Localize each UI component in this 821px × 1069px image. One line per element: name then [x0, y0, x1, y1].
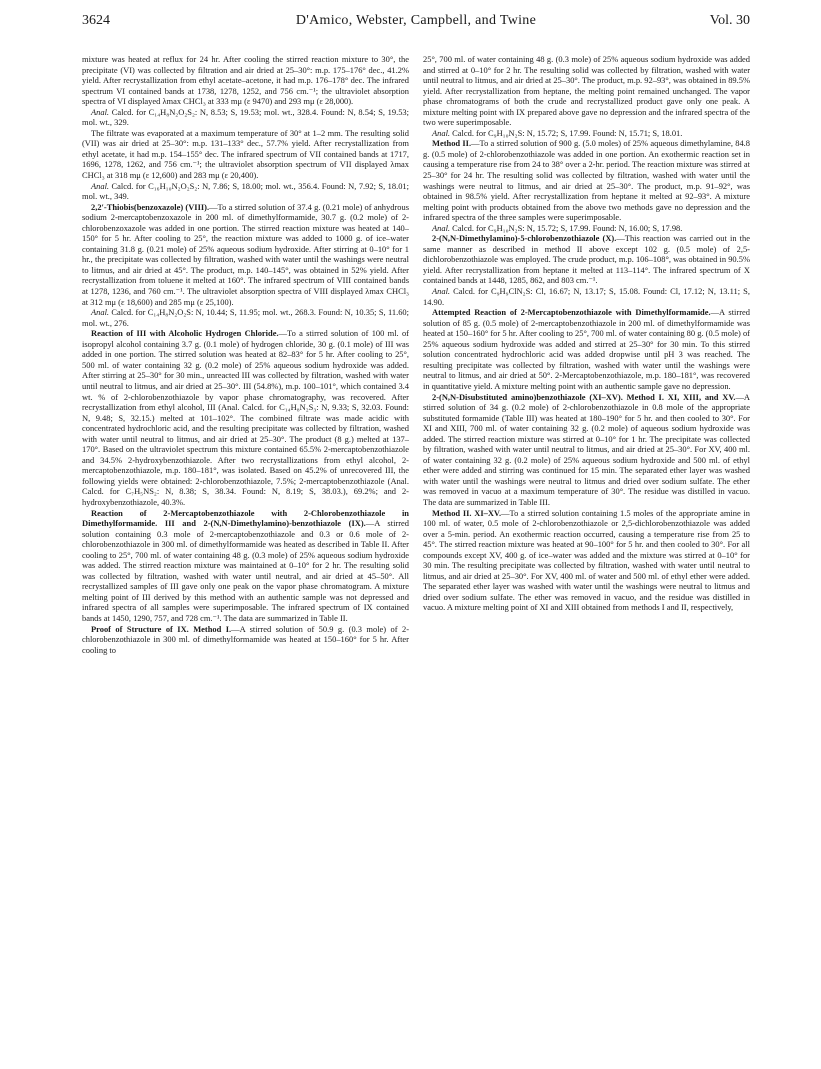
paragraph-text: —To a stirred solution of 900 g. (5.0 moles) of 25% aqueous dimethylamine, 84.8 g. (0.5 mole) of 2-chlorobenzothiazole was added in one portion. An exothermic reaction set in causing a temperature rise from 24 to 38° over a 2-hr. period. The reaction mixture was stirred at 25–30° for 24 hr. The resulting solid was collected by filtration, washed with water until the washings were neutral to litmus, and air dried at 25–30°. The product, m.p. 91–92°, was obtained in 98.5% yield. After recrystallization from heptane it melted at 92–93°. A mixture melting point with products obtained from the above two methods gave no depression and the infrared spectra of the three samples were superimposable. [423, 138, 750, 223]
running-header [82, 10, 750, 32]
paragraph [82, 54, 409, 107]
paragraph-text: —To a stirred solution containing 1.5 moles of the appropriate amine in 100 ml. of water, 0.5 mole of 2-chlorobenzothiazole or 2,5-dichlorobenzothiazole was added over a 5-min. period. An exothermic reaction occurred, causing a temperature rise from 25 to 45°. The stirred reaction mixture was heated at 90–100° for 5 hr. and then cooled to 30°. For all compounds except XV, 400 g. of ice–water was added and the mixture was stirred at 0–10° for 30 min. The resulting precipitate was collected by filtration, washed with water until neutral to litmus, and air dried at 25–30°. For XV, 400 ml. of water and 500 ml. of ethyl ether were added. The separated ether layer was washed with water until the washings were neutral to litmus and dried over sodium sulfate. The ether was removed in vacuo, and the residue was distilled in vacuo. A mixture melting point of XI and XIII obtained from methods I and II, respectively, [423, 507, 750, 613]
section-paragraph [423, 138, 750, 222]
section-paragraph [423, 508, 750, 613]
paragraph-text: —A stirred solution of 34 g. (0.2 mole) of 2-chlorobenzothiazole in 0.8 mole of the appropriate substituted formamide (Table III) was heated at 180–190° for 5 hr. and then cooled to 30°. For XI and XIII, 700 ml. of water containing 32 g. (0.2 mole) of aqueous sodium hydroxide was added. The stirred reaction mixture was stirred at 0–10° for 1 hr. The precipitate was collected by filtration, washed with water until neutral to litmus, and air dried at 25–30°. For XV, 400 ml. of water containing 32 g. (0.2 mole) of 25% aqueous sodium hydroxide and 500 ml. of ethyl ether were added and stirring was continued for 15 min. The separated ether layer was washed with water until the washings were neutral to litmus and dried over sodium sulfate. The ether was removed in vacuo at a maximum temperature of 30°. The residue was distilled in vacuo. The data are summarized in Table III. [423, 391, 750, 507]
section-paragraph [82, 624, 409, 656]
paragraph-text: —To a stirred solution of 37.4 g. (0.21 mole) of anhydrous sodium 2-mercaptobenzoxazole in 200 ml. of dimethylformamide, 30.7 g. (0.2 mole) of 2-chlorobenzoxazole was added in one portion. The stirred reaction mixture was heated at 140–150° for 5 hr. After cooling to 25°, the reaction mixture was added to 1000 g. of ice–water containing 31.8 g. (0.21 mole) of 25% aqueous sodium hydroxide. After stirring at 0–10° for 1 hr., the precipitate was collected by filtration, washed with water until the washings were neutral to litmus, and air dried at 45°. The product, m.p. 140–145°, was obtained in 52% yield. After recrystallization from toluene it melted at 160°. The infrared spectrum of VIII contained bands at 1278, 1236, and 760 cm.⁻¹. The ultraviolet absorption spectra of VIII displayed λmax CHCl₃ at 312 mμ (ε 18,600) and 285 mμ (ε 25,100). [82, 201, 409, 307]
analysis-lead: Anal. [91, 106, 110, 117]
paragraph-text: —To a stirred solution of 100 ml. of isopropyl alcohol containing 3.7 g. (0.1 mole) of hydrogen chloride, 30 g. (0.1 mole) of III was added in one portion. The stirred solution was heated at 82–83° for 5 hr. After cooling to 25°, 500 ml. of water containing 32 g. (0.2 mole) of 25% aqueous sodium hydroxide was added. After stirring at 25–30° for 30 min., unreacted III was collected by filtration, washed with water until neutral to litmus, and air dried at 25–30°. III (54.8%), m.p. 100–101°, which contained 3.4 wt. % of 2-chlorobenzothiazole by vapor phase chromatography, was recovered. After recrystallization from ethyl alcohol, III (Anal. Calcd. for C₁₄H₈N₂S₃: N, 9.33; S, 32.03. Found: N, 9.48; S, 32.15.) melted at 101–102°. The combined filtrate was made acidic with concentrated hydrochloric acid, and the resulting precipitate was collected by filtration, washed with water until neutral to litmus, and air dried at 25–30°. The product (8 g.) melted at 137–170°. Based on the ultraviolet spectrum this mixture contained 65.5% 2-mercaptobenzothiazole and 34.5% 2-hydroxybenzothiazole. After two recrystallizations from ethyl alcohol, 2-mercaptobenzothiazole, m.p. 180–181°, was isolated. Based on 45.2% of unrecovered III, the following yields were obtained: 2-chlorobenzothiazole, 7.5%; 2-mercaptobenzothiazole (Anal. Calcd. for C₇H₅NS₂: N, 8.38; S, 38.34. Found: N, 8.19; S, 38.03.), 69.2%; and 2-hydroxybenzothiazole, 40.3%. [82, 328, 409, 507]
section-paragraph [423, 233, 750, 286]
paragraph-text: —A stirred solution containing 0.3 mole of 2-mercaptobenzothiazole and 0.3 or 0.6 mole of 2-chlorobenzothiazole in 300 ml. of dimethylformamide was heated as described in Table II. After cooling to 25°, 700 ml. of water containing 48 g. (0.3 mole) of 25% aqueous sodium hydroxide was added. The stirred reaction mixture was maintained at 0–10° for 2 hr. The resulting solid was collected by filtration, washed with water until neutral, and air dried at 45–50°. All recrystallized samples of III gave only one peak on the vapor phase chromatogram. A mixture melting point of III derived by this method with an authentic sample was not depressed and infrared spectra of all samples were superimposable. The infrared spectrum of IX contained bands at 1450, 1290, 757, and 728 cm.⁻¹. The data are summarized in Table II. [82, 518, 409, 623]
analysis-lead: Anal. [91, 307, 110, 318]
section-paragraph [423, 307, 750, 391]
paragraph-text: mixture was heated at reflux for 24 hr. After cooling the stirred reaction mixture to 30°, the precipitate (VI) was collected by filtration and air dried at 25–30°: m.p. 175–176° dec., 41.2% yield. After recrystallization from ethyl acetate–acetone, it had m.p. 176–178° dec. The infrared spectrum VI contained bands at 1738, 1278, 1252, and 756 cm.⁻¹; the ultraviolet absorption spectra of VI displayed λmax CHCl₃ at 333 mμ (ε 9470) and 293 mμ (ε 28,000). [82, 54, 409, 107]
section-heading: Method II. XI–XV. [432, 507, 502, 518]
paragraph-text: —A stirred solution of 50.9 g. (0.3 mole) of 2-chlorobenzothiazole in 300 ml. of dimethylformamide was heated at 150–160° for 5 hr. After cooling to [82, 623, 409, 655]
section-paragraph [82, 202, 409, 307]
analysis-paragraph [423, 286, 750, 307]
section-heading: 2,2′-Thiobis(benzoxazole) (VIII). [91, 201, 210, 212]
paragraph-text: Calcd. for C₁₄H₈N₂O₂S₂: N, 8.53; S, 19.53; mol. wt., 328.4. Found: N, 8.54; S, 19.53; mol. wt., 329. [82, 106, 409, 128]
paragraph-text: 25°, 700 ml. of water containing 48 g. (0.3 mole) of 25% aqueous sodium hydroxide was added and stirred at 0–10° for 2 hr. The resulting solid was collected by filtration, washed with water until neutral to litmus, and air dried at 25–30°. The product, m.p. 92–93°, was obtained in 89.5% yield. After recrystallization from heptane, the melting point remained unchanged. The vapor phase chromatograms of both the crude and recrystallized product gave only one peak. A mixture melting point with IX prepared above gave no depression and the infrared spectra of the two were superimposable. [423, 54, 750, 128]
paragraph-text: Calcd. for C₁₆H₁₀N₂O₂S₂: N, 7.86; S, 18.00; mol. wt., 356.4. Found: N, 7.92; S, 18.01; mol. wt., 349. [82, 180, 409, 202]
analysis-paragraph [423, 128, 750, 139]
section-heading: Attempted Reaction of 2-Mercaptobenzothiazole with Dimethylformamide. [432, 307, 711, 318]
section-heading: 2-(N,N-Dimethylamino)-5-chlorobenzothiazole (X). [432, 233, 617, 244]
analysis-lead: Anal. [91, 180, 110, 191]
paragraph [423, 54, 750, 128]
paragraph-text: Calcd. for C₉H₁₀N₂S: N, 15.72; S, 17.99. Found: N, 15.71; S, 18.01. [450, 127, 683, 138]
section-heading: Reaction of 2-Mercaptobenzothiazole with 2-Chlorobenzothiazole in Dimethylformamide. III and 2-(N,N-Dimethylamino)-benzothiazole (IX). [82, 507, 409, 529]
page-number: 3624 [82, 13, 110, 28]
running-title: D'Amico, Webster, Campbell, and Twine [295, 13, 537, 28]
analysis-paragraph [82, 107, 409, 128]
section-paragraph [82, 328, 409, 507]
analysis-paragraph [423, 223, 750, 234]
section-heading: Method II. [432, 138, 472, 149]
paragraph-text: Calcd. for C₁₄H₈N₂O₂S: N, 10.44; S, 11.95; mol. wt., 268.3. Found: N, 10.35; S, 11.60; mol. wt., 276. [82, 307, 409, 328]
analysis-lead: Anal. [432, 127, 451, 138]
volume-label: Vol. 30 [709, 13, 750, 28]
paragraph [82, 128, 409, 181]
right-column [423, 54, 750, 1064]
section-paragraph [423, 392, 750, 508]
paragraph-text: The filtrate was evaporated at a maximum temperature of 30° at 1–2 mm. The resulting solid (VII) was air dried at 25–30°: m.p. 131–133° dec., 57.7% yield. After recrystallization from ethyl acetate, it had m.p. 154–155° dec. The infrared spectrum of VII contained bands at 1717, 1696, 1278, 1262, and 756 cm.⁻¹; the ultraviolet absorption spectrum of VII displayed λmax CHCl₃ at 318 mμ (ε 12,600) and 283 mμ (ε 20,400). [82, 127, 409, 181]
left-column [82, 54, 409, 1064]
section-heading: Reaction of III with Alcoholic Hydrogen Chloride. [91, 328, 279, 339]
paragraph-text: Calcd. for C₉H₁₀N₂S: N, 15.72; S, 17.99. Found: N, 16.00; S, 17.98. [450, 222, 683, 233]
analysis-paragraph [82, 307, 409, 328]
section-heading: Proof of Structure of IX. Method I. [91, 623, 232, 634]
section-heading: 2-(N,N-Disubstituted amino)benzothiazole (XI–XV). Method I. XI, XIII, and XV. [432, 391, 736, 402]
paragraph-text: —A stirred solution of 85 g. (0.5 mole) of 2-mercaptobenzothiazole in 200 ml. of dimethylformamide was heated at 150–160° for 5 hr. After cooling to 25°, 700 ml. of water containing 80 g. (0.5 mole) of 25% aqueous sodium hydroxide was added and stirred at 25–30° for 30 min. To this stirred solution concentrated hydrochloric acid was added dropwise until pH 3 was reached. The resulting precipitate was collected by filtration, washed with water until the washings were neutral to litmus, and air dried at 50°. 2-Mercaptobenzothiazole, m.p. 180–181°, was recovered in quantitative yield. A mixture melting point with an authentic sample gave no depression. [423, 307, 750, 391]
section-paragraph [82, 508, 409, 624]
paragraph-text: Calcd. for C₉H₉ClN₂S: Cl, 16.67; N, 13.17; S, 15.08. Found: Cl, 17.12; N, 13.11; S, 14.90. [423, 286, 750, 307]
analysis-paragraph [82, 181, 409, 202]
paragraph-text: —This reaction was carried out in the same manner as described in method II above except 102 g. (0.5 mole) of 2,5-dichlorobenzothiazole was employed. The crude product, m.p. 106–108°, was obtained in 90.5% yield. After recrystallization from heptane it melted at 113–114°. The infrared spectrum of X contained bands at 1448, 1285, 862, and 803 cm.⁻¹. [423, 233, 750, 286]
analysis-lead: Anal. [432, 286, 451, 297]
analysis-lead: Anal. [432, 222, 451, 233]
